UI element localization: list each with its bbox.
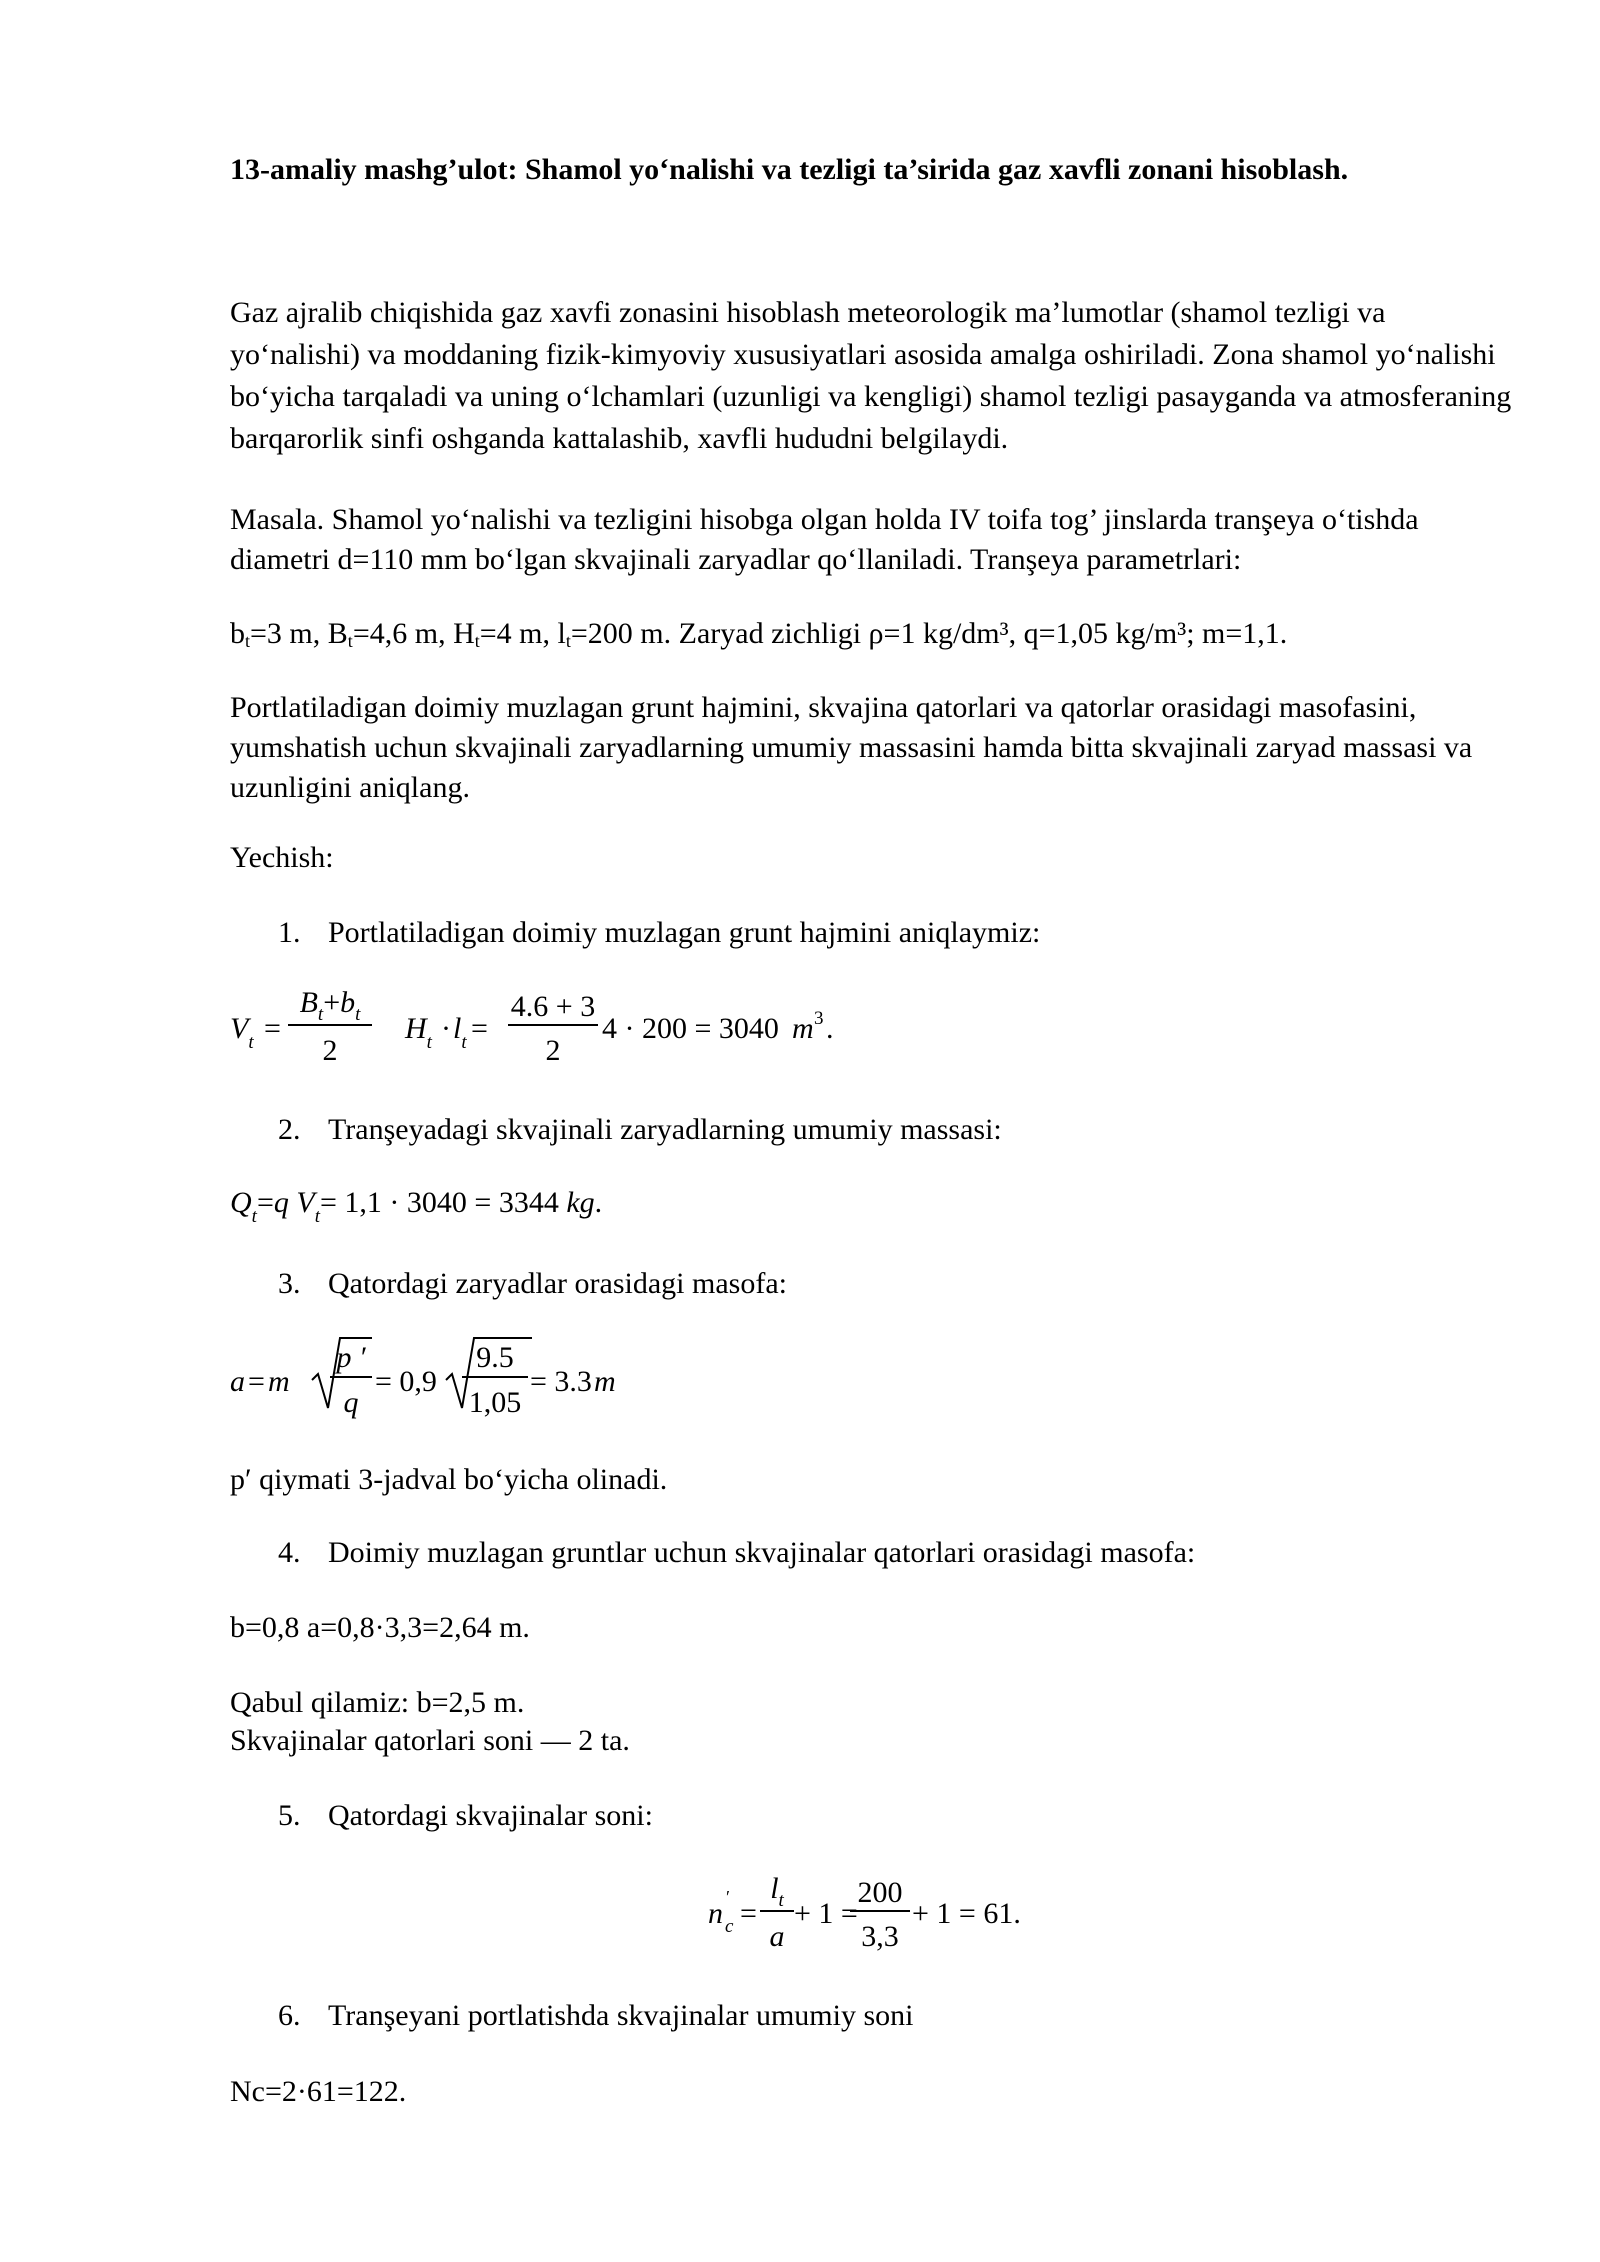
step-4: 4. Doimiy muzlagan gruntlar uchun skvajinalar qatorlari orasidagi masofa: [278, 1536, 1196, 1569]
step-2: 2. Tranşeyadagi skvajinali zaryadlarning umumiy massasi: [278, 1113, 1002, 1146]
step-5: 5. Qatordagi skvajinalar soni: [278, 1799, 653, 1832]
step-3: 3. Qatordagi zaryadlar orasidagi masofa: [278, 1267, 787, 1300]
note-p-value: p′ qiymati 3-jadval bo‘yicha olinadi. [230, 1463, 668, 1496]
intro-paragraph: Gaz ajralib chiqishida gaz xavfi zonasini hisoblash meteorologik ma’lumotlar (shamol tezligi va yo‘nalishi) va moddaning fizik-kimyoviy xususiyatlari asosida amalga oshiriladi. Zona shamol yo‘nalishi bo‘yicha tarqaladi va uning o‘lchamlari (uzunligi va kengligi) shamol tezligi pasayganda va atmosferaning barqarorlik sinfi oshganda kattalashib, xavfli hududni belgilaydi. [230, 296, 1512, 455]
rows-count: Skvajinalar qatorlari soni — 2 ta. [230, 1724, 630, 1757]
problem-paragraph: Masala. Shamol yo‘nalishi va tezligini hisobga olgan holda IV toifa tog’ jinslarda tranşeya o‘tishda diametri d=110 mm bo‘lgan skvajinali zaryadlar qo‘llaniladi. Tranşeya parametrlari: [230, 503, 1419, 576]
step-6: 6. Tranşeyani portlatishda skvajinalar umumiy soni [278, 1999, 914, 2032]
total-holes: Nc=2·61=122. [230, 2075, 407, 2108]
parameters-line: $b_t=3$ m, $B_t=4,6$ m, $H_t=4$ m, $l_t=200$ m. Zaryad zichligi ρ=1 kg/dm³, q=1,05 kg/m³; m=1,1. [230, 617, 1288, 651]
step-1: 1. Portlatiladigan doimiy muzlagan grunt hajmini aniqlaymiz: [278, 916, 1041, 949]
task-paragraph: Portlatiladigan doimiy muzlagan grunt hajmini, skvajina qatorlari va qatorlar orasidagi masofasini, yumshatish uchun skvajinali zaryadlarning umumiy massasini hamda bitta skvajinali zaryad massasi va uzunligini aniqlang. [230, 691, 1473, 804]
solution-label: Yechish: [230, 841, 334, 874]
accepted-value: Qabul qilamiz: b=2,5 m. [230, 1686, 525, 1719]
formula-mass: $Q_t=q$ $V_t= 1,1 \cdot 3040 = 3344$ kg. [230, 1186, 603, 1227]
b-calculation: b=0,8 a=0,8·3,3=2,64 m. [230, 1611, 530, 1644]
document-page: 13-amaliy mashg’ulot: Shamol yo‘nalishi va tezligi ta’sirida gaz xavfli zonani hisoblash. Gaz ajralib chiqishida gaz xavfi zonasini hisoblash meteorologik ma’lumotlar (shamol tezligi va yo‘nalishi) va moddaning fizik-kimyoviy xususiyatlari asosida amalga oshiriladi. Zona shamol yo‘nalishi bo‘yicha tarqaladi va uning o‘lchamlari (uzunligi va kengligi) shamol tezligi pasayganda va atmosferaning barqarorlik sinfi oshganda kattalashib, xavfli hududni belgilaydi. Masala. Shamol yo‘nalishi va tezligini hisobga olgan holda IV toifa tog’ jinslarda tranşeya o‘tishda diametri d=110 mm bo‘lgan skvajinali zaryadlar qo‘llaniladi. Tranşeya parametrlari: $b_t=3$ m, $B_t=4,6$ m, $H_t=4$ m, $l_t=200$ m. Zaryad zichligi ρ=1 kg/dm³, q=1,05 kg/m³; m=1,1. Portlatiladigan doimiy muzlagan grunt hajmini, skvajina qatorlari va qatorlar orasidagi masofasini, yumshatish uchun skvajinali zaryadlarning umumiy massasini hamda bitta skvajinali zaryad massasi va uzunligini aniqlang. Yechish: 1. Portlatiladigan doimiy muzlagan grunt hajmini aniqlaymiz: $V_t$ = $B_t+b_t$ 2 $H_t$ · $l_t$ = 4.6 + 3 2 4 · 200 = 3040 m 3 . 2. Tranşeyadagi skvajinali zaryadlarning umumiy massasi: $Q_t=q$ $V_t= 1,1 \cdot 3040 = 3344$ kg. 3. Qatordagi zaryadlar orasidagi masofa: a = m p ′ q = 0,9 9.5 1,05 = 3.3 m p′ qiymati 3-jadval bo‘yicha olinadi. 4. Doimiy muzlagan gruntlar uchun skvajinalar qatorlari orasidagi masofa: b=0,8 a=0,8·3,3=2,64 m. Qabul qilamiz: b=2,5 m. Skvajinalar qatorlari soni — 2 ta. 5. Qatordagi skvajinalar soni: n ′ c = $l_t$ a + 1 = 200 3,3 + 1 = 61. 6. Tranşeyani portlatishda skvajinalar umumiy soni Nc=2·61=122. [0, 0, 1600, 2262]
page-title: 13-amaliy mashg’ulot: Shamol yo‘nalishi va tezligi ta’sirida gaz xavfli zonani hisoblash. [230, 153, 1349, 186]
